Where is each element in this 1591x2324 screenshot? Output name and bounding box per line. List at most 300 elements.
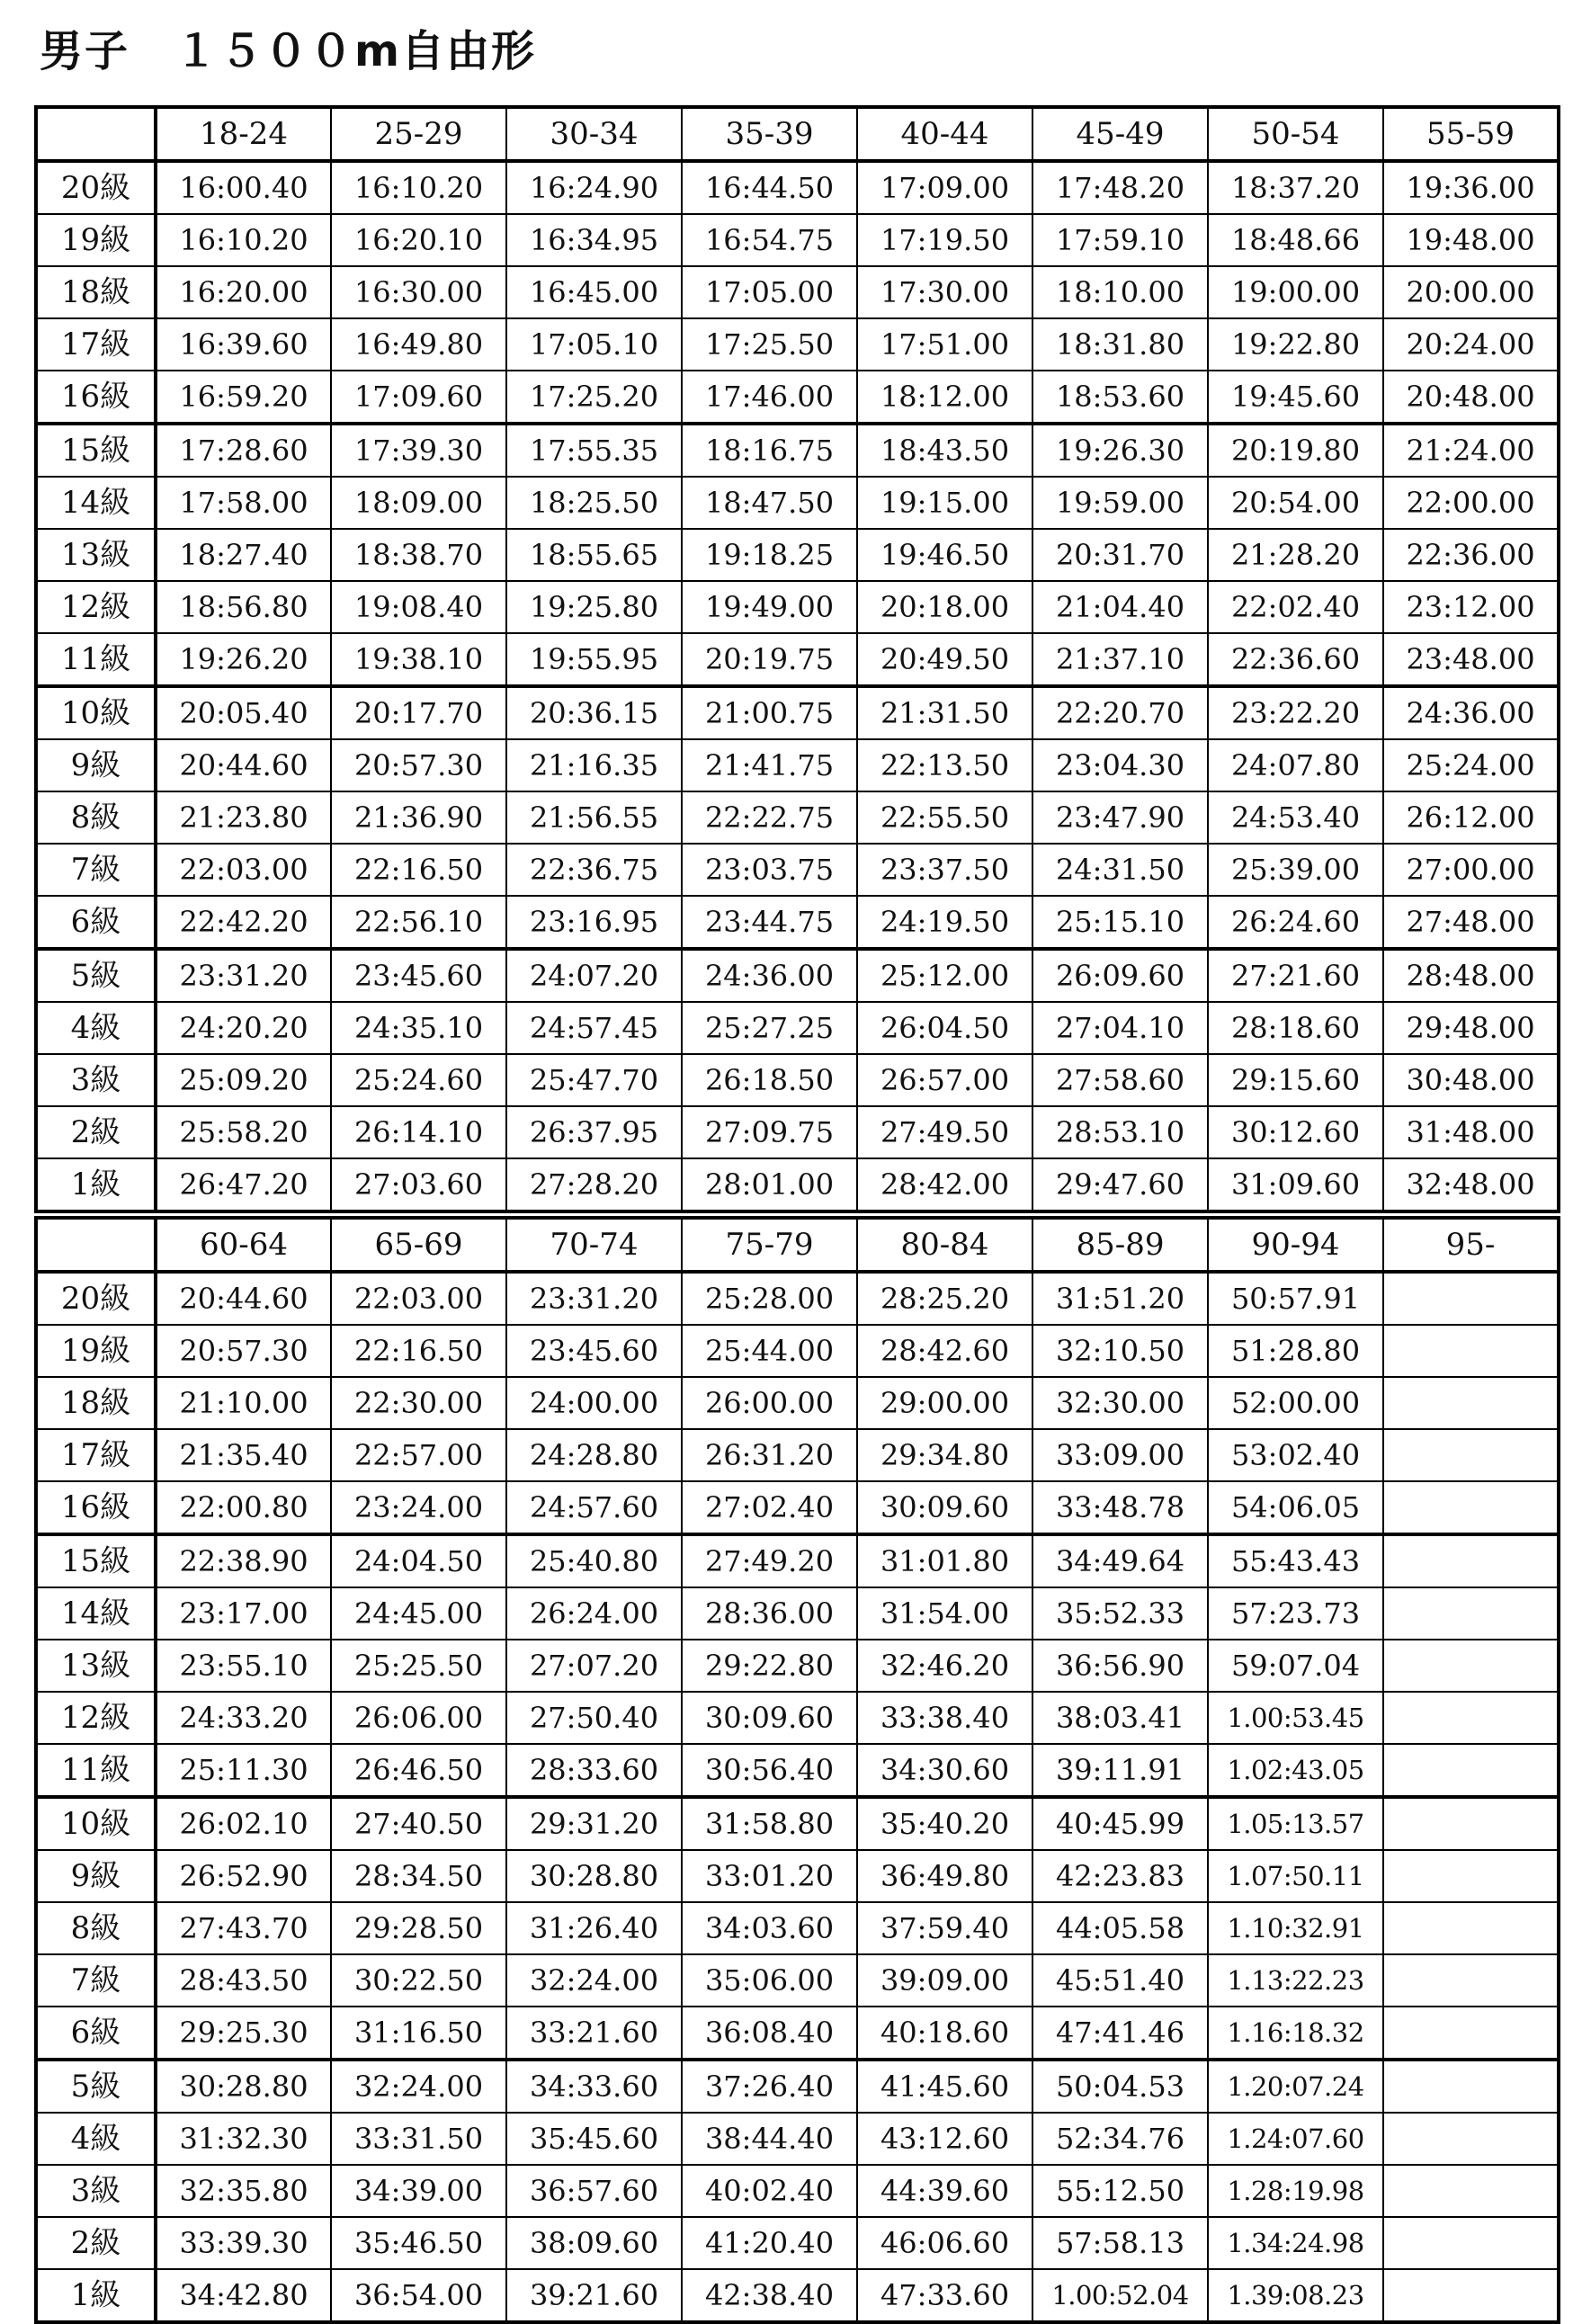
table-row — [36, 1054, 1559, 1106]
time-cell: 18:56.80 — [156, 581, 331, 633]
table-row — [36, 161, 1559, 214]
time-cell: 25:27.25 — [682, 1002, 857, 1054]
table-row — [36, 2269, 1559, 2322]
time-cell: 28:42.60 — [857, 1325, 1032, 1377]
time-cell: 28:42.00 — [857, 1158, 1032, 1211]
time-cell: 27:28.20 — [506, 1158, 682, 1211]
time-cell: 19:00.00 — [1208, 266, 1383, 318]
time-cell: 26:52.90 — [156, 1850, 331, 1902]
time-cell: 26:46.50 — [331, 1744, 506, 1797]
table-row — [36, 2113, 1559, 2165]
age-group-header: 85-89 — [1032, 1218, 1208, 1272]
time-cell: 31:16.50 — [331, 2007, 506, 2060]
time-cell: 26:31.20 — [682, 1429, 857, 1481]
time-cell: 20:48.00 — [1383, 371, 1559, 424]
time-cell: 20:00.00 — [1383, 266, 1559, 318]
time-cell: 17:58.00 — [156, 477, 331, 529]
time-cell: 44:39.60 — [857, 2165, 1032, 2217]
time-cell: 16:20.00 — [156, 266, 331, 318]
table-row — [36, 1954, 1559, 2007]
rank-label: 20級 — [36, 161, 156, 214]
time-cell: 19:18.25 — [682, 529, 857, 581]
time-cell: 28:36.00 — [682, 1587, 857, 1640]
time-cell: 30:56.40 — [682, 1744, 857, 1797]
table-row — [36, 949, 1559, 1002]
rank-label: 13級 — [36, 529, 156, 581]
time-cell: 36:54.00 — [331, 2269, 506, 2322]
time-cell: 26:12.00 — [1383, 791, 1559, 844]
time-cell: 21:10.00 — [156, 1377, 331, 1429]
time-cell: 31:26.40 — [506, 1902, 682, 1954]
time-cell: 24:36.00 — [682, 949, 857, 1002]
time-cell: 21:56.55 — [506, 791, 682, 844]
age-group-header: 35-39 — [682, 107, 857, 161]
rank-label: 16級 — [36, 1481, 156, 1534]
time-cell: 29:00.00 — [857, 1377, 1032, 1429]
time-cell: 28:53.10 — [1032, 1106, 1208, 1158]
time-cell: 21:16.35 — [506, 739, 682, 791]
table-row — [36, 581, 1559, 633]
time-cell — [1383, 1797, 1559, 1850]
time-cell: 34:42.80 — [156, 2269, 331, 2322]
time-cell: 30:48.00 — [1383, 1054, 1559, 1106]
time-cell — [1383, 2217, 1559, 2269]
table-row — [36, 1640, 1559, 1692]
time-cell: 35:40.20 — [857, 1797, 1032, 1850]
time-cell: 29:25.30 — [156, 2007, 331, 2060]
time-cell: 33:48.78 — [1032, 1481, 1208, 1534]
time-cell: 34:33.60 — [506, 2060, 682, 2113]
time-cell: 22:20.70 — [1032, 686, 1208, 739]
rank-label: 14級 — [36, 477, 156, 529]
time-cell: 24:36.00 — [1383, 686, 1559, 739]
time-cell: 19:46.50 — [857, 529, 1032, 581]
time-cell — [1383, 2269, 1559, 2322]
time-cell: 40:18.60 — [857, 2007, 1032, 2060]
time-cell: 1.28:19.98 — [1208, 2165, 1383, 2217]
time-cell: 16:39.60 — [156, 318, 331, 371]
table-row — [36, 318, 1559, 371]
time-cell: 32:48.00 — [1383, 1158, 1559, 1211]
time-cell: 53:02.40 — [1208, 1429, 1383, 1481]
time-cell: 17:46.00 — [682, 371, 857, 424]
time-cell: 20:44.60 — [156, 1272, 331, 1325]
time-cell: 34:30.60 — [857, 1744, 1032, 1797]
time-cell: 39:21.60 — [506, 2269, 682, 2322]
time-cell: 27:49.50 — [857, 1106, 1032, 1158]
time-cell: 16:10.20 — [331, 161, 506, 214]
time-cell: 36:57.60 — [506, 2165, 682, 2217]
time-cell: 25:39.00 — [1208, 844, 1383, 896]
time-cell: 1.05:13.57 — [1208, 1797, 1383, 1850]
time-cell: 21:00.75 — [682, 686, 857, 739]
time-cell — [1383, 1587, 1559, 1640]
rank-label: 19級 — [36, 1325, 156, 1377]
age-group-header: 30-34 — [506, 107, 682, 161]
time-cell: 55:43.43 — [1208, 1534, 1383, 1587]
time-cell: 24:20.20 — [156, 1002, 331, 1054]
time-cell: 31:32.30 — [156, 2113, 331, 2165]
time-cell: 32:10.50 — [1032, 1325, 1208, 1377]
time-cell: 27:50.40 — [506, 1692, 682, 1744]
time-cell: 19:49.00 — [682, 581, 857, 633]
time-cell: 31:01.80 — [857, 1534, 1032, 1587]
time-cell: 25:15.10 — [1032, 896, 1208, 949]
time-cell: 17:25.20 — [506, 371, 682, 424]
time-cell: 27:00.00 — [1383, 844, 1559, 896]
time-cell: 17:28.60 — [156, 424, 331, 477]
table-row — [36, 1377, 1559, 1429]
time-cell: 36:49.80 — [857, 1850, 1032, 1902]
time-cell: 26:57.00 — [857, 1054, 1032, 1106]
time-cell: 26:00.00 — [682, 1377, 857, 1429]
time-cell: 18:38.70 — [331, 529, 506, 581]
time-cell: 22:36.75 — [506, 844, 682, 896]
time-cell: 32:30.00 — [1032, 1377, 1208, 1429]
time-cell: 19:25.80 — [506, 581, 682, 633]
time-cell: 57:58.13 — [1032, 2217, 1208, 2269]
age-group-header: 40-44 — [857, 107, 1032, 161]
time-cell: 28:25.20 — [857, 1272, 1032, 1325]
time-cell: 26:04.50 — [857, 1002, 1032, 1054]
time-cell: 19:26.30 — [1032, 424, 1208, 477]
time-cell: 33:09.00 — [1032, 1429, 1208, 1481]
table-row — [36, 2007, 1559, 2060]
page-title: 男子 １５００m自由形 — [40, 26, 537, 76]
time-cell: 26:09.60 — [1032, 949, 1208, 1002]
age-group-header: 45-49 — [1032, 107, 1208, 161]
time-cell: 52:34.76 — [1032, 2113, 1208, 2165]
time-cell: 23:37.50 — [857, 844, 1032, 896]
time-cell: 39:09.00 — [857, 1954, 1032, 2007]
time-cell: 31:51.20 — [1032, 1272, 1208, 1325]
table-row — [36, 1325, 1559, 1377]
time-cell: 18:53.60 — [1032, 371, 1208, 424]
time-cell: 17:05.00 — [682, 266, 857, 318]
time-cell: 16:59.20 — [156, 371, 331, 424]
time-cell: 26:24.00 — [506, 1587, 682, 1640]
table-row — [36, 371, 1559, 424]
time-cell: 24:07.80 — [1208, 739, 1383, 791]
time-cell: 27:02.40 — [682, 1481, 857, 1534]
time-cell: 40:02.40 — [682, 2165, 857, 2217]
time-cell: 38:44.40 — [682, 2113, 857, 2165]
time-cell: 29:34.80 — [857, 1429, 1032, 1481]
time-cell: 22:03.00 — [156, 844, 331, 896]
rank-label: 20級 — [36, 1272, 156, 1325]
time-cell: 18:09.00 — [331, 477, 506, 529]
rank-label: 6級 — [36, 896, 156, 949]
table-row — [36, 266, 1559, 318]
rank-label: 6級 — [36, 2007, 156, 2060]
time-cell: 36:08.40 — [682, 2007, 857, 2060]
time-cell: 19:59.00 — [1032, 477, 1208, 529]
time-cell: 19:08.40 — [331, 581, 506, 633]
table-row — [36, 844, 1559, 896]
time-cell: 24:04.50 — [331, 1534, 506, 1587]
time-cell — [1383, 1377, 1559, 1429]
age-group-header: 65-69 — [331, 1218, 506, 1272]
rank-label: 3級 — [36, 1054, 156, 1106]
time-cell: 20:19.75 — [682, 633, 857, 686]
time-cell: 29:22.80 — [682, 1640, 857, 1692]
rank-label: 9級 — [36, 1850, 156, 1902]
table-row — [36, 2217, 1559, 2269]
rank-label: 15級 — [36, 424, 156, 477]
time-cell: 21:28.20 — [1208, 529, 1383, 581]
time-cell — [1383, 2060, 1559, 2113]
time-cell: 57:23.73 — [1208, 1587, 1383, 1640]
time-cell: 33:38.40 — [857, 1692, 1032, 1744]
time-cell: 20:19.80 — [1208, 424, 1383, 477]
time-cell: 30:28.80 — [506, 1850, 682, 1902]
time-cell: 36:56.90 — [1032, 1640, 1208, 1692]
time-cell: 16:10.20 — [156, 214, 331, 266]
rank-label: 2級 — [36, 2217, 156, 2269]
rank-label: 7級 — [36, 1954, 156, 2007]
time-cell: 26:18.50 — [682, 1054, 857, 1106]
time-cell: 30:09.60 — [682, 1692, 857, 1744]
time-cell: 43:12.60 — [857, 2113, 1032, 2165]
age-group-header: 18-24 — [156, 107, 331, 161]
time-cell: 26:02.10 — [156, 1797, 331, 1850]
time-cell: 31:48.00 — [1383, 1106, 1559, 1158]
time-cell: 21:04.40 — [1032, 581, 1208, 633]
time-cell: 27:49.20 — [682, 1534, 857, 1587]
time-cell: 23:04.30 — [1032, 739, 1208, 791]
time-cell: 18:37.20 — [1208, 161, 1383, 214]
time-cell — [1383, 1481, 1559, 1534]
time-cell: 16:00.40 — [156, 161, 331, 214]
time-cell: 26:37.95 — [506, 1106, 682, 1158]
time-cell: 22:00.00 — [1383, 477, 1559, 529]
time-cell — [1383, 1429, 1559, 1481]
table-row — [36, 1158, 1559, 1211]
time-cell: 20:18.00 — [857, 581, 1032, 633]
rank-label: 10級 — [36, 686, 156, 739]
time-cell: 31:58.80 — [682, 1797, 857, 1850]
time-cell: 18:31.80 — [1032, 318, 1208, 371]
time-cell: 22:16.50 — [331, 844, 506, 896]
time-cell: 16:30.00 — [331, 266, 506, 318]
time-cell: 21:31.50 — [857, 686, 1032, 739]
time-cell: 24:57.45 — [506, 1002, 682, 1054]
time-cell: 32:46.20 — [857, 1640, 1032, 1692]
time-cell: 30:12.60 — [1208, 1106, 1383, 1158]
time-cell: 20:57.30 — [156, 1325, 331, 1377]
rank-label: 16級 — [36, 371, 156, 424]
time-cell: 35:06.00 — [682, 1954, 857, 2007]
time-cell: 23:16.95 — [506, 896, 682, 949]
time-cell: 18:43.50 — [857, 424, 1032, 477]
time-cell: 27:40.50 — [331, 1797, 506, 1850]
table-row — [36, 1797, 1559, 1850]
time-cell: 30:28.80 — [156, 2060, 331, 2113]
time-cell: 51:28.80 — [1208, 1325, 1383, 1377]
time-cell: 25:58.20 — [156, 1106, 331, 1158]
time-cell: 32:24.00 — [506, 1954, 682, 2007]
rank-label: 11級 — [36, 633, 156, 686]
time-cell: 24:19.50 — [857, 896, 1032, 949]
time-cell: 23:45.60 — [506, 1325, 682, 1377]
time-cell: 26:14.10 — [331, 1106, 506, 1158]
table-row — [36, 1002, 1559, 1054]
time-cell: 26:24.60 — [1208, 896, 1383, 949]
table-row — [36, 1429, 1559, 1481]
time-cell — [1383, 2165, 1559, 2217]
time-cell: 25:11.30 — [156, 1744, 331, 1797]
time-cell: 26:06.00 — [331, 1692, 506, 1744]
time-cell: 23:22.20 — [1208, 686, 1383, 739]
rank-label: 8級 — [36, 1902, 156, 1954]
time-cell — [1383, 1640, 1559, 1692]
table-row — [36, 1106, 1559, 1158]
age-group-header: 95- — [1383, 1218, 1559, 1272]
time-cell: 1.34:24.98 — [1208, 2217, 1383, 2269]
time-cell: 33:31.50 — [331, 2113, 506, 2165]
time-cell — [1383, 1272, 1559, 1325]
time-cell: 45:51.40 — [1032, 1954, 1208, 2007]
time-cell: 23:47.90 — [1032, 791, 1208, 844]
time-cell: 47:41.46 — [1032, 2007, 1208, 2060]
time-cell — [1383, 2113, 1559, 2165]
time-cell: 41:20.40 — [682, 2217, 857, 2269]
time-cell: 18:55.65 — [506, 529, 682, 581]
table-row — [36, 1481, 1559, 1534]
time-cell: 37:26.40 — [682, 2060, 857, 2113]
rank-label: 11級 — [36, 1744, 156, 1797]
corner-cell — [36, 1218, 156, 1272]
time-cell: 21:37.10 — [1032, 633, 1208, 686]
time-cell: 25:25.50 — [331, 1640, 506, 1692]
time-cell: 24:33.20 — [156, 1692, 331, 1744]
time-cell: 23:45.60 — [331, 949, 506, 1002]
rank-label: 5級 — [36, 949, 156, 1002]
time-cell: 26:47.20 — [156, 1158, 331, 1211]
time-cell — [1383, 1902, 1559, 1954]
time-cell: 25:44.00 — [682, 1325, 857, 1377]
time-cell: 16:49.80 — [331, 318, 506, 371]
time-cell: 34:49.64 — [1032, 1534, 1208, 1587]
time-cell: 24:53.40 — [1208, 791, 1383, 844]
rank-label: 4級 — [36, 2113, 156, 2165]
time-cell: 25:40.80 — [506, 1534, 682, 1587]
time-cell: 27:48.00 — [1383, 896, 1559, 949]
time-cell: 52:00.00 — [1208, 1377, 1383, 1429]
time-cell: 24:31.50 — [1032, 844, 1208, 896]
rank-label: 18級 — [36, 266, 156, 318]
time-cell: 18:25.50 — [506, 477, 682, 529]
rank-label: 7級 — [36, 844, 156, 896]
time-cell: 19:15.00 — [857, 477, 1032, 529]
time-cell: 22:13.50 — [857, 739, 1032, 791]
time-cell — [1383, 2007, 1559, 2060]
time-cell — [1383, 1534, 1559, 1587]
table-row — [36, 1902, 1559, 1954]
time-cell: 38:03.41 — [1032, 1692, 1208, 1744]
table-row — [36, 529, 1559, 581]
time-cell: 22:22.75 — [682, 791, 857, 844]
time-cell: 17:48.20 — [1032, 161, 1208, 214]
time-cell: 21:24.00 — [1383, 424, 1559, 477]
time-cell: 24:00.00 — [506, 1377, 682, 1429]
time-cell: 27:09.75 — [682, 1106, 857, 1158]
time-cell: 24:45.00 — [331, 1587, 506, 1640]
time-cell: 17:05.10 — [506, 318, 682, 371]
rank-label: 2級 — [36, 1106, 156, 1158]
header-row — [36, 107, 1559, 161]
time-cell: 42:23.83 — [1032, 1850, 1208, 1902]
time-cell: 18:12.00 — [857, 371, 1032, 424]
age-group-header: 60-64 — [156, 1218, 331, 1272]
time-cell: 19:38.10 — [331, 633, 506, 686]
age-group-header: 75-79 — [682, 1218, 857, 1272]
rank-label: 4級 — [36, 1002, 156, 1054]
standards-table-ages-60-95 — [34, 1216, 1560, 2324]
standards-table-ages-18-59 — [34, 105, 1560, 1213]
rank-label: 17級 — [36, 1429, 156, 1481]
time-cell: 17:39.30 — [331, 424, 506, 477]
time-cell: 1.00:53.45 — [1208, 1692, 1383, 1744]
time-cell: 18:27.40 — [156, 529, 331, 581]
time-cell: 25:24.00 — [1383, 739, 1559, 791]
time-cell: 21:36.90 — [331, 791, 506, 844]
age-group-header: 25-29 — [331, 107, 506, 161]
time-cell: 16:45.00 — [506, 266, 682, 318]
time-cell: 23:17.00 — [156, 1587, 331, 1640]
time-cell: 27:43.70 — [156, 1902, 331, 1954]
time-cell: 23:44.75 — [682, 896, 857, 949]
time-cell: 22:57.00 — [331, 1429, 506, 1481]
time-cell: 37:59.40 — [857, 1902, 1032, 1954]
time-cell: 24:57.60 — [506, 1481, 682, 1534]
time-cell: 20:54.00 — [1208, 477, 1383, 529]
time-cell: 24:28.80 — [506, 1429, 682, 1481]
time-cell: 22:30.00 — [331, 1377, 506, 1429]
time-cell: 17:09.60 — [331, 371, 506, 424]
table-row — [36, 686, 1559, 739]
time-cell: 23:24.00 — [331, 1481, 506, 1534]
time-cell: 28:34.50 — [331, 1850, 506, 1902]
time-cell: 23:48.00 — [1383, 633, 1559, 686]
time-cell: 18:47.50 — [682, 477, 857, 529]
time-cell: 19:48.00 — [1383, 214, 1559, 266]
table-row — [36, 2060, 1559, 2113]
time-cell: 16:44.50 — [682, 161, 857, 214]
time-cell: 34:39.00 — [331, 2165, 506, 2217]
table-row — [36, 633, 1559, 686]
time-cell: 21:35.40 — [156, 1429, 331, 1481]
time-cell: 41:45.60 — [857, 2060, 1032, 2113]
time-cell: 28:48.00 — [1383, 949, 1559, 1002]
time-cell: 17:59.10 — [1032, 214, 1208, 266]
time-cell: 23:12.00 — [1383, 581, 1559, 633]
time-cell: 19:45.60 — [1208, 371, 1383, 424]
rank-label: 5級 — [36, 2060, 156, 2113]
time-cell: 22:56.10 — [331, 896, 506, 949]
time-cell: 42:38.40 — [682, 2269, 857, 2322]
time-cell: 1.24:07.60 — [1208, 2113, 1383, 2165]
age-group-header: 50-54 — [1208, 107, 1383, 161]
time-cell: 27:58.60 — [1032, 1054, 1208, 1106]
age-group-header: 55-59 — [1383, 107, 1559, 161]
table-row — [36, 1744, 1559, 1797]
time-cell: 22:36.60 — [1208, 633, 1383, 686]
time-cell: 16:20.10 — [331, 214, 506, 266]
time-cell: 38:09.60 — [506, 2217, 682, 2269]
header-row — [36, 1218, 1559, 1272]
time-cell: 20:17.70 — [331, 686, 506, 739]
